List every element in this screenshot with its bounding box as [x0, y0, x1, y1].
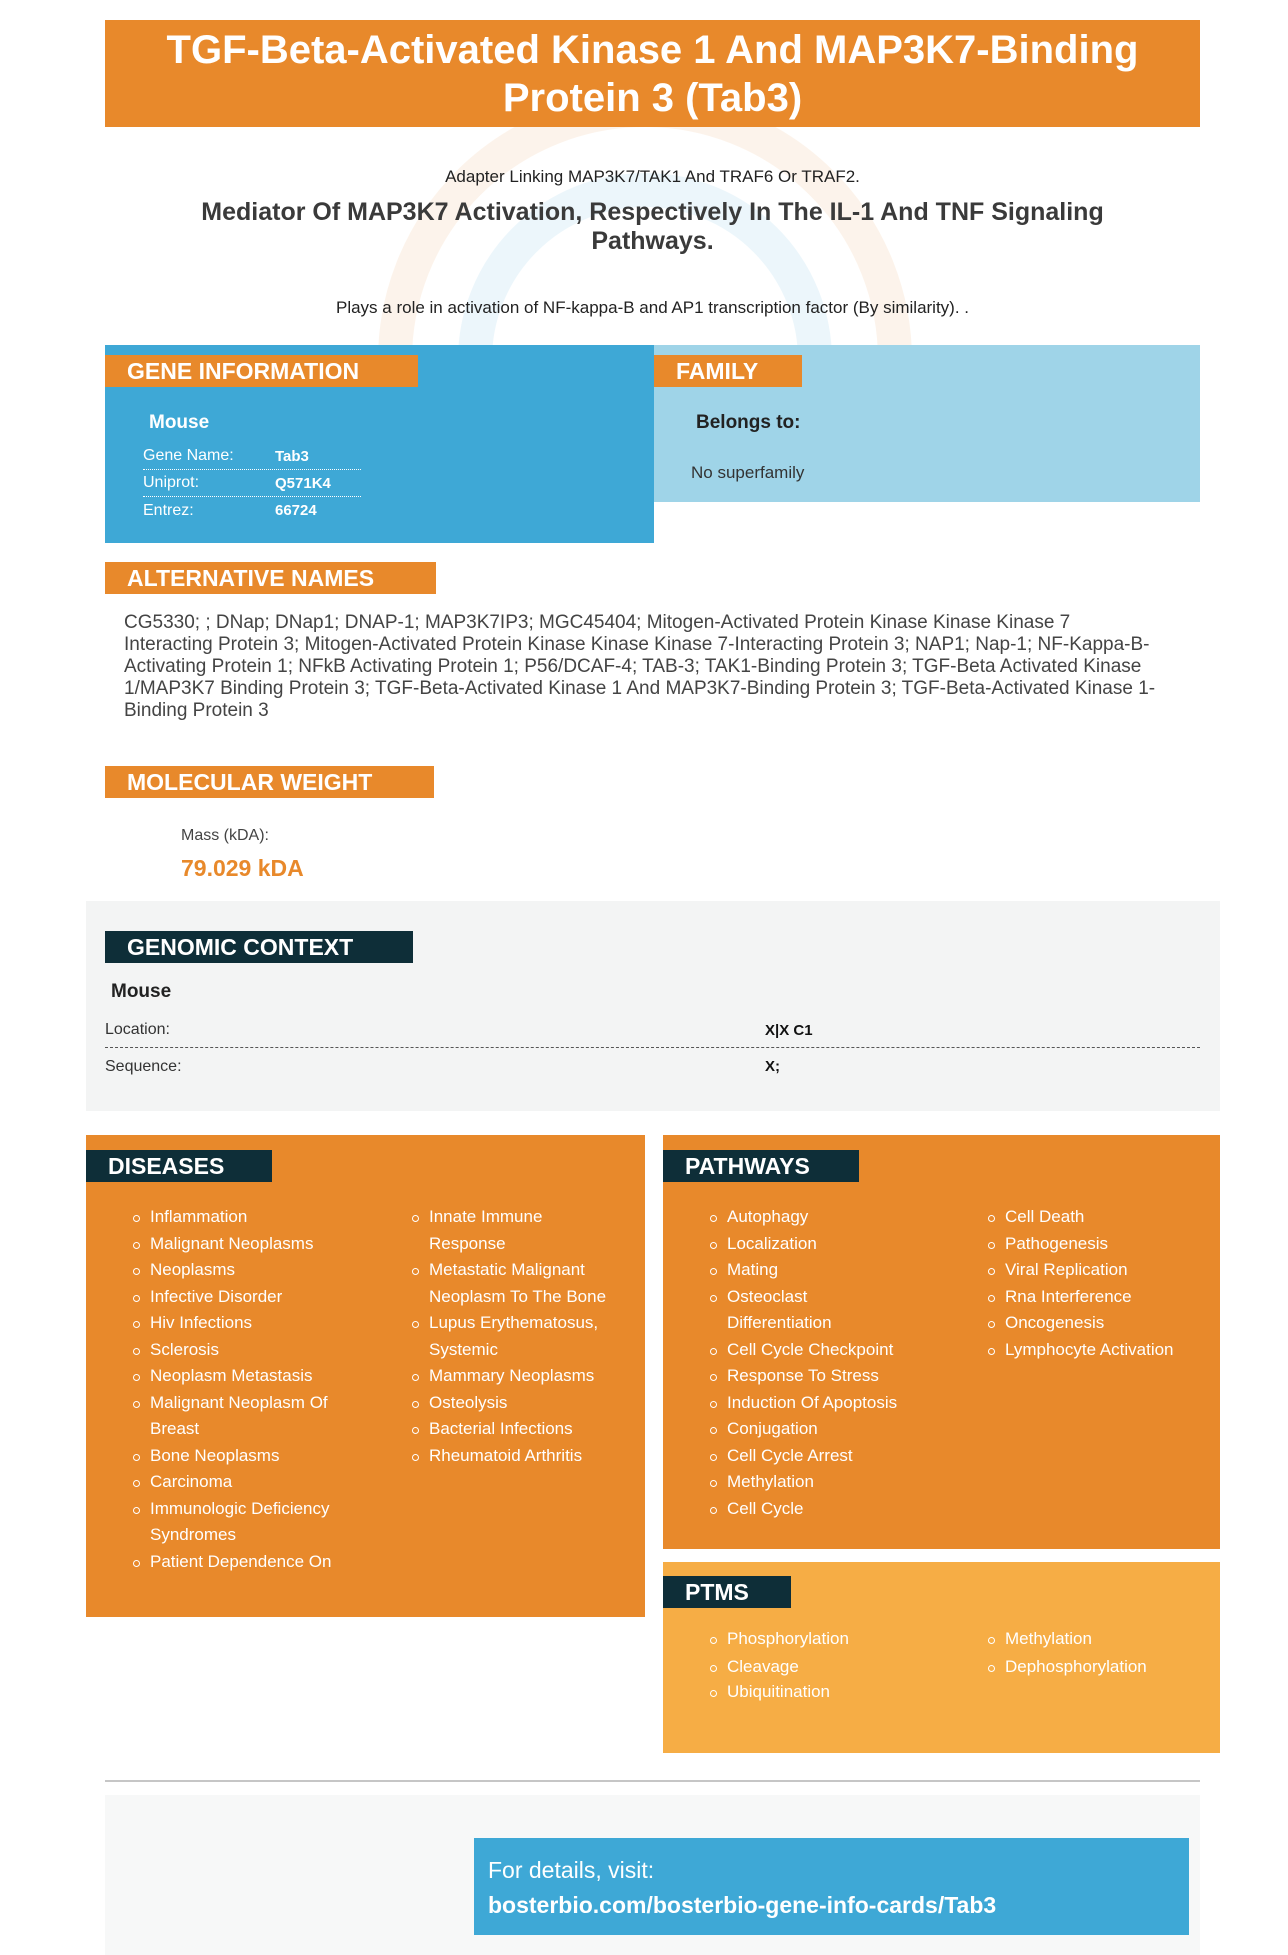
footer-divider	[105, 1780, 1200, 1782]
superfamily-value: No superfamily	[691, 463, 805, 482]
list-item: Mating	[707, 1257, 927, 1284]
diseases-list-col1	[130, 1204, 350, 1575]
list-item: Methylation	[985, 1625, 1205, 1653]
ptms-list-col2	[985, 1625, 1205, 1681]
list-item: Rna Interference	[985, 1284, 1205, 1311]
list-item: Lupus Erythematosus, Systemic	[409, 1310, 619, 1363]
list-item: Cell Cycle Checkpoint	[707, 1337, 927, 1364]
list-item: Bone Neoplasms	[130, 1443, 350, 1470]
uniprot-label: Uniprot:	[143, 474, 200, 491]
ptms-list-extra	[707, 1678, 927, 1706]
list-item: Innate Immune Response	[409, 1204, 619, 1257]
pathways-list-col2	[985, 1204, 1205, 1363]
list-item: Viral Replication	[985, 1257, 1205, 1284]
pathways-list-col1	[707, 1204, 927, 1522]
gene-info-table	[143, 443, 361, 524]
location-row	[105, 1013, 1200, 1048]
diseases-heading: DISEASES	[86, 1150, 272, 1182]
molecular-weight-heading: MOLECULAR WEIGHT	[105, 766, 434, 798]
uniprot-value: Q571K4	[275, 474, 331, 492]
summary-line-3: Plays a role in activation of NF-kappa-B and AP1 transcription factor (By similarity). .	[335, 298, 970, 317]
list-item: Ubiquitination	[707, 1678, 927, 1706]
list-item: Infective Disorder	[130, 1284, 350, 1311]
list-item: Phosphorylation	[707, 1625, 927, 1653]
list-item: Hiv Infections	[130, 1310, 350, 1337]
list-item: Bacterial Infections	[409, 1416, 619, 1443]
gene-information-heading: GENE INFORMATION	[105, 355, 418, 387]
sequence-row	[105, 1049, 1200, 1084]
gene-name-label: Gene Name:	[143, 447, 234, 464]
list-item: Mammary Neoplasms	[409, 1363, 619, 1390]
entrez-label: Entrez:	[143, 501, 194, 519]
list-item: Immunologic Deficiency Syndromes	[130, 1496, 350, 1549]
genomic-species: Mouse	[111, 981, 172, 1002]
ptms-heading: PTMS	[663, 1576, 791, 1608]
page-title: TGF-Beta-Activated Kinase 1 And MAP3K7-Binding Protein 3 (Tab3)	[166, 27, 1139, 120]
list-item: Metastatic Malignant Neoplasm To The Bone	[409, 1257, 619, 1310]
title-banner	[105, 20, 1200, 127]
entrez-value: 66724	[275, 502, 317, 519]
alternative-names-text: CG5330; ; DNap; DNap1; DNAP-1; MAP3K7IP3; MGC45404; Mitogen-Activated Protein Kinase Kinase Kinase 7 Interacting Protein 3; Mitogen-Activated Protein Kinase Kinase Kinase 7-Interacting Protein 3; NAP1; Nap-1; NF-Kappa-B-Activating Protein 1; NFkB Activating Protein 1; P56/DCAF-4; TAB-3; TAK1-Binding Protein 3; TGF-Beta Activated Kinase 1/MAP3K7 Binding Protein 3; TGF-Beta-Activated Kinase 1 And MAP3K7-Binding Protein 3; TGF-Beta-Activated Kinase 1-Binding Protein 3	[124, 612, 1156, 721]
ptms-list-col1	[707, 1625, 927, 1681]
list-item: Cleavage	[707, 1653, 927, 1681]
gene-row-name	[143, 443, 361, 470]
location-value: X|X C1	[765, 1021, 813, 1039]
gene-name-value: Tab3	[275, 447, 309, 465]
list-item: Carcinoma	[130, 1469, 350, 1496]
list-item: Cell Death	[985, 1204, 1205, 1231]
list-item: Pathogenesis	[985, 1231, 1205, 1258]
list-item: Inflammation	[130, 1204, 350, 1231]
list-item: Conjugation	[707, 1416, 927, 1443]
belongs-to-label: Belongs to:	[696, 412, 801, 433]
list-item: Rheumatoid Arthritis	[409, 1443, 619, 1470]
genomic-context-heading: GENOMIC CONTEXT	[105, 931, 413, 963]
details-label: For details, visit:	[488, 1857, 655, 1883]
alternative-names-heading: ALTERNATIVE NAMES	[105, 562, 436, 594]
list-item: Neoplasms	[130, 1257, 350, 1284]
list-item: Localization	[707, 1231, 927, 1258]
list-item: Cell Cycle Arrest	[707, 1443, 927, 1470]
summary-line-1: Adapter Linking MAP3K7/TAK1 And TRAF6 Or TRAF2.	[445, 167, 860, 186]
list-item: Cell Cycle	[707, 1496, 927, 1523]
list-item: Response To Stress	[707, 1363, 927, 1390]
gene-row-entrez	[143, 497, 361, 524]
list-item: Autophagy	[707, 1204, 927, 1231]
list-item: Lymphocyte Activation	[985, 1337, 1205, 1364]
list-item: Induction Of Apoptosis	[707, 1390, 927, 1417]
summary-line-2: Mediator Of MAP3K7 Activation, Respectively In The IL-1 And TNF Signaling Pathways.	[201, 198, 1104, 255]
gene-row-uniprot	[143, 470, 361, 497]
family-heading: FAMILY	[654, 355, 802, 387]
list-item: Oncogenesis	[985, 1310, 1205, 1337]
sequence-label: Sequence:	[105, 1057, 182, 1075]
list-item: Osteoclast Differentiation	[707, 1284, 857, 1337]
sequence-value: X;	[765, 1058, 780, 1075]
list-item: Methylation	[707, 1469, 927, 1496]
list-item: Malignant Neoplasms	[130, 1231, 350, 1258]
diseases-list-col2	[409, 1204, 619, 1469]
pathways-heading: PATHWAYS	[663, 1150, 859, 1182]
list-item: Neoplasm Metastasis	[130, 1363, 350, 1390]
list-item: Patient Dependence On	[130, 1549, 350, 1576]
list-item: Osteolysis	[409, 1390, 619, 1417]
gene-species: Mouse	[149, 412, 210, 433]
list-item: Dephosphorylation	[985, 1653, 1205, 1681]
mass-label: Mass (kDA):	[181, 827, 269, 844]
location-label: Location:	[105, 1021, 170, 1038]
list-item: Malignant Neoplasm Of Breast	[130, 1390, 350, 1443]
list-item: Sclerosis	[130, 1337, 350, 1364]
mass-value: 79.029 kDA	[181, 855, 304, 881]
details-url[interactable]: bosterbio.com/bosterbio-gene-info-cards/Tab3	[488, 1892, 997, 1918]
diseases-panel	[86, 1135, 645, 1617]
pathways-panel	[663, 1135, 1220, 1549]
details-link-box[interactable]	[474, 1838, 1189, 1935]
